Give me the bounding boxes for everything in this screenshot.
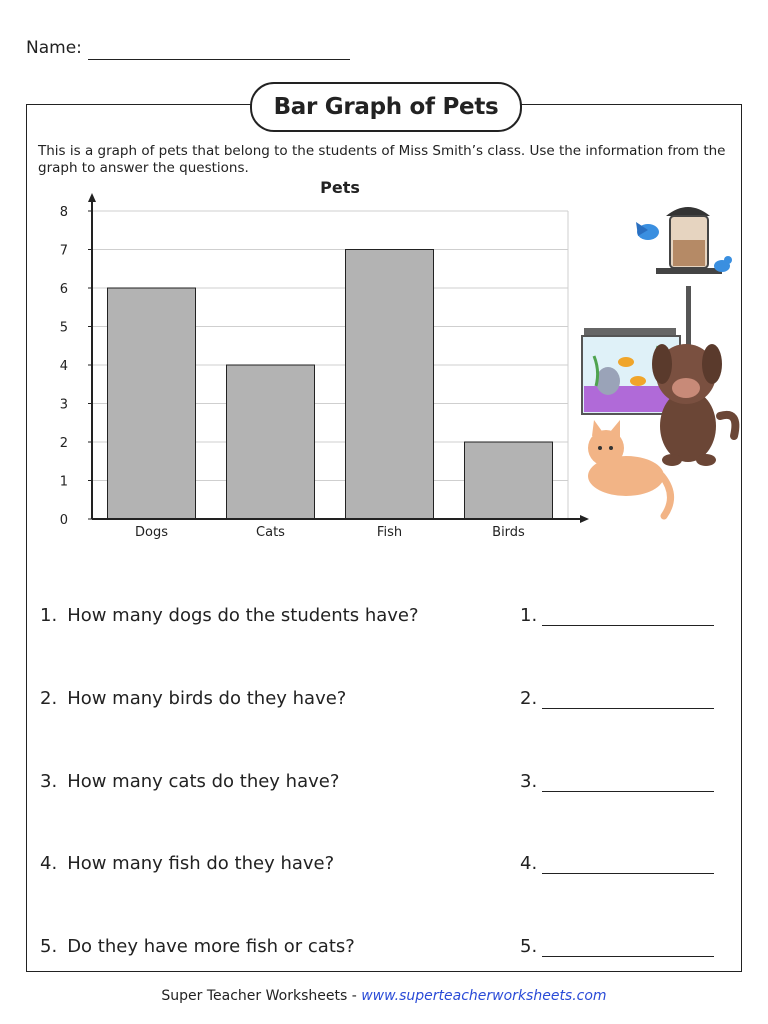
question-2: [40, 688, 346, 709]
y-tick-label: 1: [59, 474, 68, 490]
question-text: How many fish do they have?: [67, 853, 335, 874]
answer-label: 1.: [520, 605, 538, 626]
question-text: How many cats do they have?: [67, 771, 340, 792]
answer-blank[interactable]: [542, 956, 714, 957]
question-number: 4.: [40, 853, 58, 874]
bar-dogs: [108, 288, 196, 519]
question-3: [40, 771, 339, 792]
answer-blank[interactable]: [542, 873, 714, 874]
x-tick-label: Dogs: [135, 525, 168, 540]
y-tick-label: 7: [59, 243, 68, 259]
y-tick-label: 4: [59, 359, 68, 374]
question-text: How many dogs do the students have?: [67, 605, 419, 626]
y-axis-arrow: [88, 193, 96, 202]
question-text: Do they have more fish or cats?: [67, 936, 355, 957]
footer-url[interactable]: www.superteacherworksheets.com: [361, 988, 607, 1004]
x-tick-label: Cats: [256, 525, 285, 540]
chart-title: Pets: [320, 178, 360, 197]
y-tick-label: 8: [59, 205, 68, 220]
answer-label: 5.: [520, 936, 538, 957]
cat-icon: [588, 420, 671, 516]
y-tick-label: 2: [59, 436, 68, 451]
answer-blank[interactable]: [542, 708, 714, 709]
x-tick-label: Birds: [492, 525, 525, 540]
intro-text: This is a graph of pets that belong to the students of Miss Smith’s class. Use the information from the graph to answer the questions.: [38, 143, 726, 176]
title-text: Bar Graph of Pets: [273, 94, 499, 120]
footer: [0, 988, 768, 1004]
y-tick-label: 0: [59, 513, 68, 528]
question-1: [40, 605, 419, 626]
pets-illustration: [578, 196, 742, 530]
answer-label: 4.: [520, 853, 538, 874]
footer-brand: Super Teacher Worksheets: [161, 988, 348, 1004]
y-tick-label: 3: [59, 397, 68, 413]
question-4: [40, 853, 334, 874]
bar-layer: [108, 250, 553, 520]
question-text: How many birds do they have?: [67, 688, 347, 709]
question-5: [40, 936, 355, 957]
bar-birds: [465, 442, 553, 519]
bar-cats: [227, 365, 315, 519]
question-number: 1.: [40, 605, 58, 626]
answer-blank[interactable]: [542, 625, 714, 626]
y-tick-label: 6: [59, 282, 68, 297]
question-number: 2.: [40, 688, 58, 709]
blue-bird-icon: [714, 256, 732, 272]
answer-label: 3.: [520, 771, 538, 792]
bar-fish: [346, 250, 434, 520]
name-label: Name:: [26, 38, 82, 58]
footer-separator: -: [347, 988, 362, 1004]
x-tick-label: Fish: [376, 525, 403, 540]
question-number: 3.: [40, 771, 58, 792]
y-tick-label: 5: [59, 320, 68, 336]
answer-label: 2.: [520, 688, 538, 709]
answer-blank[interactable]: [542, 791, 714, 792]
blue-bird-icon: [636, 222, 659, 240]
question-number: 5.: [40, 936, 58, 957]
